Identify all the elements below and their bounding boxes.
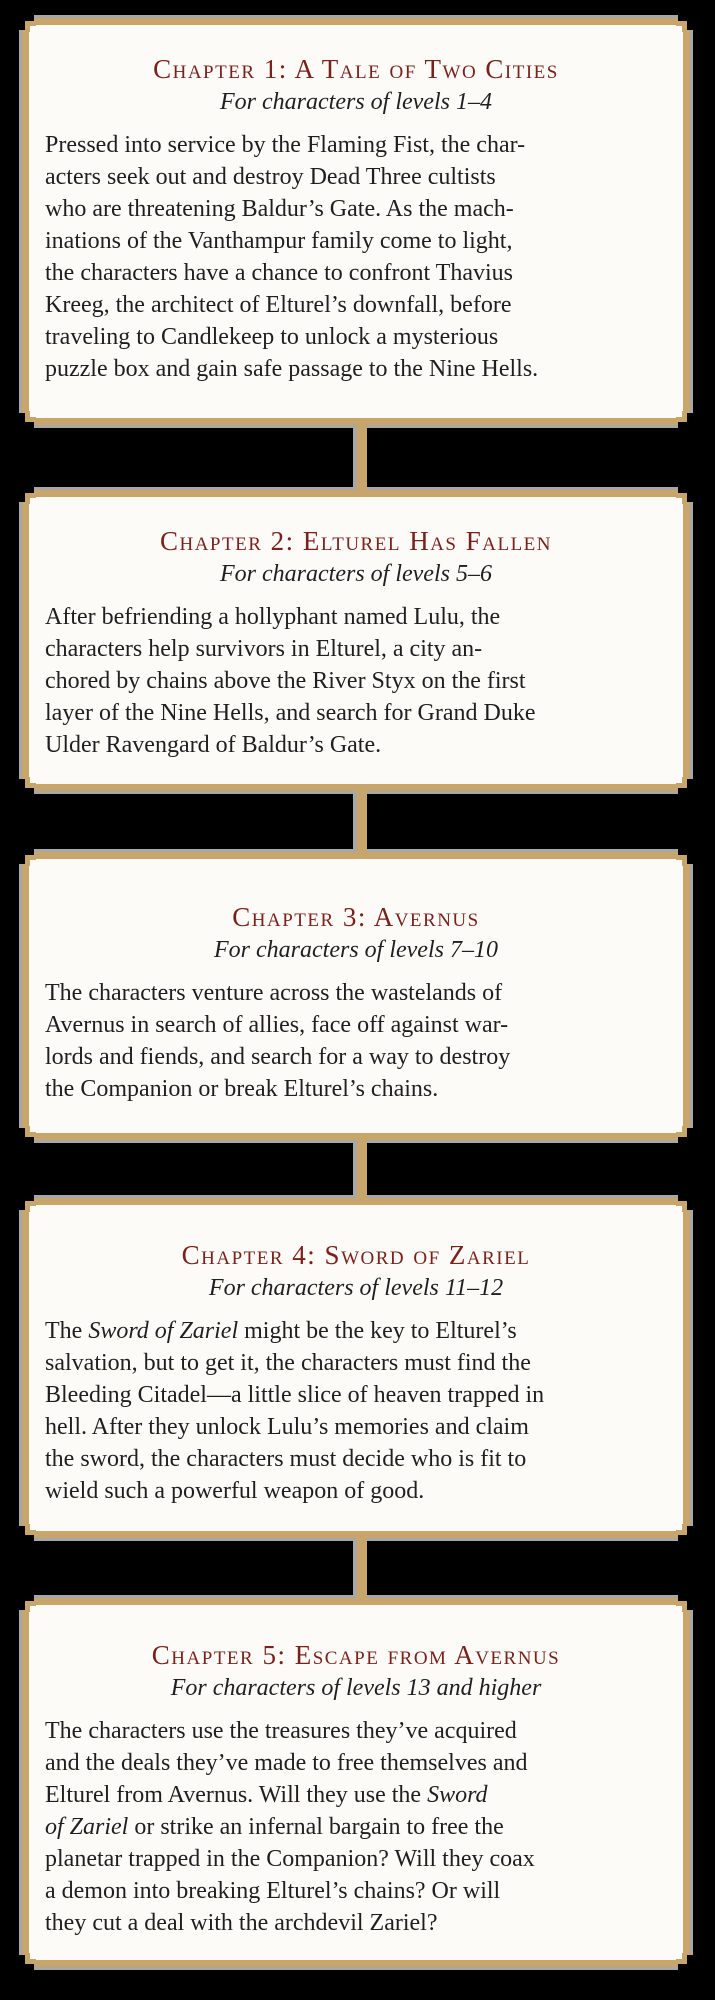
corner-notch-icon	[678, 1128, 693, 1143]
connector-line	[353, 425, 367, 490]
body-text-segment: The characters venture across the wastelands of	[45, 980, 503, 1006]
body-text-segment: After befriending a hollyphant named Lulu, the	[45, 604, 501, 630]
corner-notch-icon	[678, 1595, 693, 1610]
corner-notch-icon	[19, 413, 34, 428]
chapter-box	[22, 490, 690, 791]
body-text-segment: wield such a powerful weapon of good.	[45, 1478, 425, 1504]
corner-notch-icon	[678, 1526, 693, 1541]
body-text-segment: lords and fiends, and search for a way to destroy	[45, 1044, 511, 1070]
body-text-segment: the Companion or break Elturel’s chains.	[45, 1076, 439, 1102]
corner-notch-icon	[678, 413, 693, 428]
chapter-title: Chapter 1: A Tale of Two Cities	[153, 54, 559, 84]
corner-notch-icon	[678, 15, 693, 30]
corner-notch-icon	[19, 779, 34, 794]
chapter-box	[22, 852, 690, 1140]
body-text-segment: might be the key to Elturel’s	[238, 1318, 517, 1344]
body-text-segment: Avernus in search of allies, face off against war-	[45, 1012, 509, 1038]
body-text-segment: Ulder Ravengard of Baldur’s Gate.	[45, 732, 382, 758]
body-text-segment: The characters use the treasures they’ve acquired	[45, 1718, 517, 1744]
chapter-box	[22, 1598, 690, 1967]
connector-line	[353, 1538, 367, 1598]
body-text-segment: Elturel from Avernus. Will they use the	[45, 1782, 428, 1808]
corner-notch-icon	[678, 1955, 693, 1970]
body-text-segment: The	[45, 1318, 89, 1344]
chapter-body	[29, 1715, 683, 1939]
body-text-segment: or strike an infernal bargain to free the	[128, 1814, 504, 1840]
chapter-subtitle: For characters of levels 7–10	[214, 937, 498, 963]
body-text-segment: Bleeding Citadel—a little slice of heaven trapped in	[45, 1382, 545, 1408]
corner-notch-icon	[19, 1955, 34, 1970]
body-text-segment: acters seek out and destroy Dead Three cultists	[45, 164, 496, 190]
chapter-subtitle: For characters of levels 1–4	[220, 89, 492, 115]
body-text-segment: Sword of Zariel	[88, 1318, 239, 1344]
corner-notch-icon	[19, 1526, 34, 1541]
chapter-title: Chapter 4: Sword of Zariel	[181, 1240, 531, 1270]
body-text-segment: inations of the Vanthampur family come to light,	[45, 228, 513, 254]
chapter-title: Chapter 2: Elturel Has Fallen	[159, 526, 553, 556]
chapter-subtitle: For characters of levels 13 and higher	[170, 1675, 542, 1701]
corner-notch-icon	[19, 487, 34, 502]
body-text-segment: a demon into breaking Elturel’s chains? Or will	[45, 1878, 501, 1904]
body-text-segment: who are threatening Baldur’s Gate. As the mach-	[45, 196, 514, 222]
chapter-body	[29, 977, 683, 1105]
corner-notch-icon	[678, 1195, 693, 1210]
body-text-segment: characters help survivors in Elturel, a city an-	[45, 636, 483, 662]
body-text-segment: of Zariel	[45, 1814, 129, 1840]
body-text-segment: Kreeg, the architect of Elturel’s downfall, before	[45, 292, 512, 318]
body-text-segment: the sword, the characters must decide who is fit to	[45, 1446, 527, 1472]
chapter-title: Chapter 5: Escape from Avernus	[151, 1640, 561, 1670]
chapter-body	[29, 129, 683, 385]
corner-notch-icon	[19, 1195, 34, 1210]
body-text-segment: Pressed into service by the Flaming Fist, the char-	[45, 132, 526, 158]
flowchart	[0, 18, 715, 1967]
body-text-segment: Sword	[427, 1782, 488, 1808]
corner-notch-icon	[678, 487, 693, 502]
body-text-segment: puzzle box and gain safe passage to the Nine Hells.	[45, 356, 539, 382]
body-text-segment: layer of the Nine Hells, and search for Grand Duke	[45, 700, 536, 726]
body-text-segment: chored by chains above the River Styx on the first	[45, 668, 526, 694]
corner-notch-icon	[19, 15, 34, 30]
body-text-segment: and the deals they’ve made to free themselves and	[45, 1750, 528, 1776]
chapter-title: Chapter 3: Avernus	[232, 902, 480, 932]
corner-notch-icon	[19, 1128, 34, 1143]
body-text-segment: salvation, but to get it, the characters must find the	[45, 1350, 531, 1376]
chapter-box	[22, 1198, 690, 1538]
connector-line	[353, 791, 367, 852]
corner-notch-icon	[678, 849, 693, 864]
corner-notch-icon	[19, 1595, 34, 1610]
chapter-box	[22, 18, 690, 425]
body-text-segment: they cut a deal with the archdevil Zariel?	[45, 1910, 438, 1936]
chapter-subtitle: For characters of levels 5–6	[220, 561, 492, 587]
corner-notch-icon	[678, 779, 693, 794]
body-text-segment: planetar trapped in the Companion? Will they coax	[45, 1846, 535, 1872]
chapter-body	[29, 1315, 683, 1507]
chapter-body	[29, 601, 683, 761]
body-text-segment: hell. After they unlock Lulu’s memories and claim	[45, 1414, 529, 1440]
body-text-segment: the characters have a chance to confront Thavius	[45, 260, 513, 286]
body-text-segment: traveling to Candlekeep to unlock a mysterious	[45, 324, 499, 350]
corner-notch-icon	[19, 849, 34, 864]
chapter-subtitle: For characters of levels 11–12	[208, 1275, 504, 1301]
connector-line	[353, 1140, 367, 1198]
